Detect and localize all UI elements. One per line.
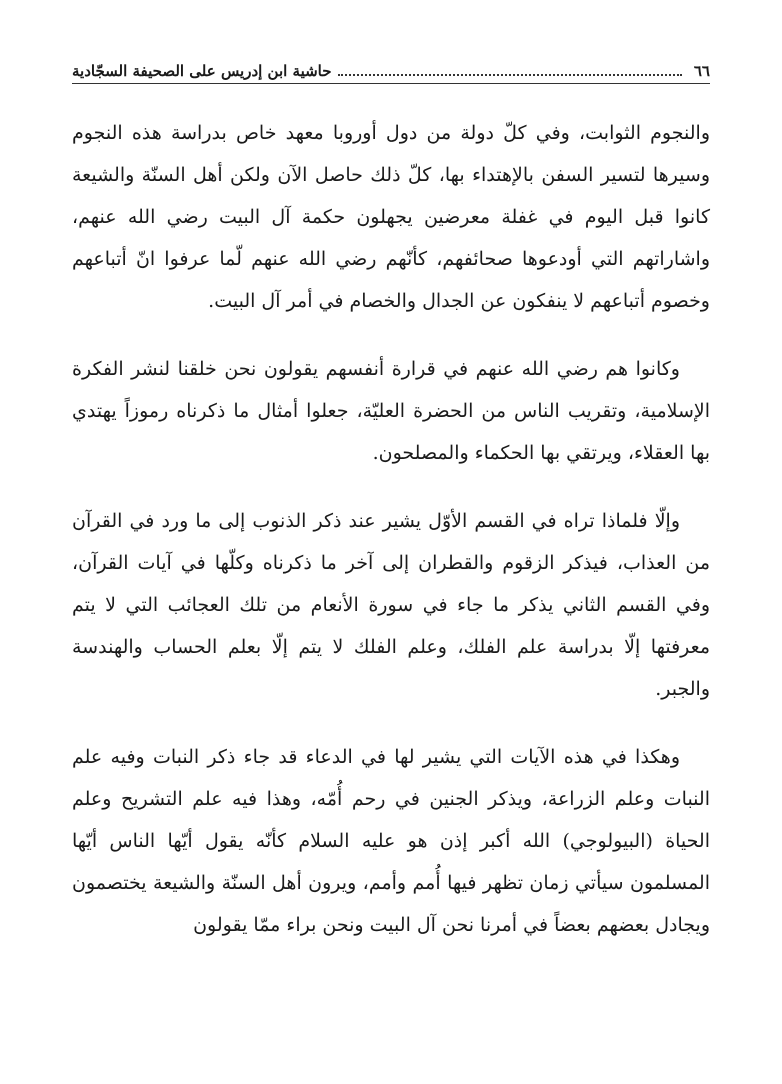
page-body: [72, 112, 710, 972]
paragraph-1: والنجوم الثوابت، وفي كلّ دولة من دول أوروبا معهد خاص بدراسة هذه النجوم وسيرها لتسير السفن بالإهتداء بها، كلّ ذلك حاصل الآن ولكن أهل السنّة والشيعة كانوا قبل اليوم في غفلة معرضين يجهلون حكمة آل البيت رضي الله عنهم، واشاراتهم التي أودعوها صحائفهم، كأنّهم رضي الله عنهم لّما عرفوا انّ أتباعهم وخصوم أتباعهم لا ينفكون عن الجدال والخصام في أمر آل البيت.: [72, 122, 710, 312]
running-title: حاشية ابن إدريس على الصحيفة السجّادية: [72, 62, 332, 80]
paragraph-4: وهكذا في هذه الآيات التي يشير لها في الدعاء قد جاء ذكر النبات وفيه علم النبات وعلم الزراعة، ويذكر الجنين في رحم أُمّه، وهذا فيه علم التشريح وعلم الحياة (البيولوجي) الله أكبر إذن هو عليه السلام كأنّه يقول أيّها الناس أيّها المسلمون سيأتي زمان تظهر فيها أُمم وأمم، ويرون أهل السنّة والشيعة يختصمون ويجادل بعضهم بعضاً في أمرنا نحن آل البيت ونحن براء ممّا يقولون: [72, 746, 710, 936]
page-number: ٦٦: [693, 62, 710, 80]
page-header: [72, 48, 710, 84]
header-dot-leader: [338, 74, 682, 76]
paragraph-2: وكانوا هم رضي الله عنهم في قرارة أنفسهم يقولون نحن خلقنا لنشر الفكرة الإسلامية، وتقريب الناس من الحضرة العليّة، جعلوا أمثال ما ذكرناه رموزاً يهتدي بها العقلاء، ويرتقي بها الحكماء والمصلحون.: [72, 358, 710, 464]
paragraph-3: وإلّا فلماذا تراه في القسم الأوّل يشير عند ذكر الذنوب إلى ما ورد في القرآن من العذاب، فيذكر الزقوم والقطران إلى آخر ما ذكرناه وكلّها في آيات القرآن، وفي القسم الثاني يذكر ما جاء في سورة الأنعام من تلك العجائب التي لا يتم معرفتها إلّا بدراسة علم الفلك، وعلم الفلك لا يتم إلّا بعلم الحساب والهندسة والجبر.: [72, 510, 710, 700]
